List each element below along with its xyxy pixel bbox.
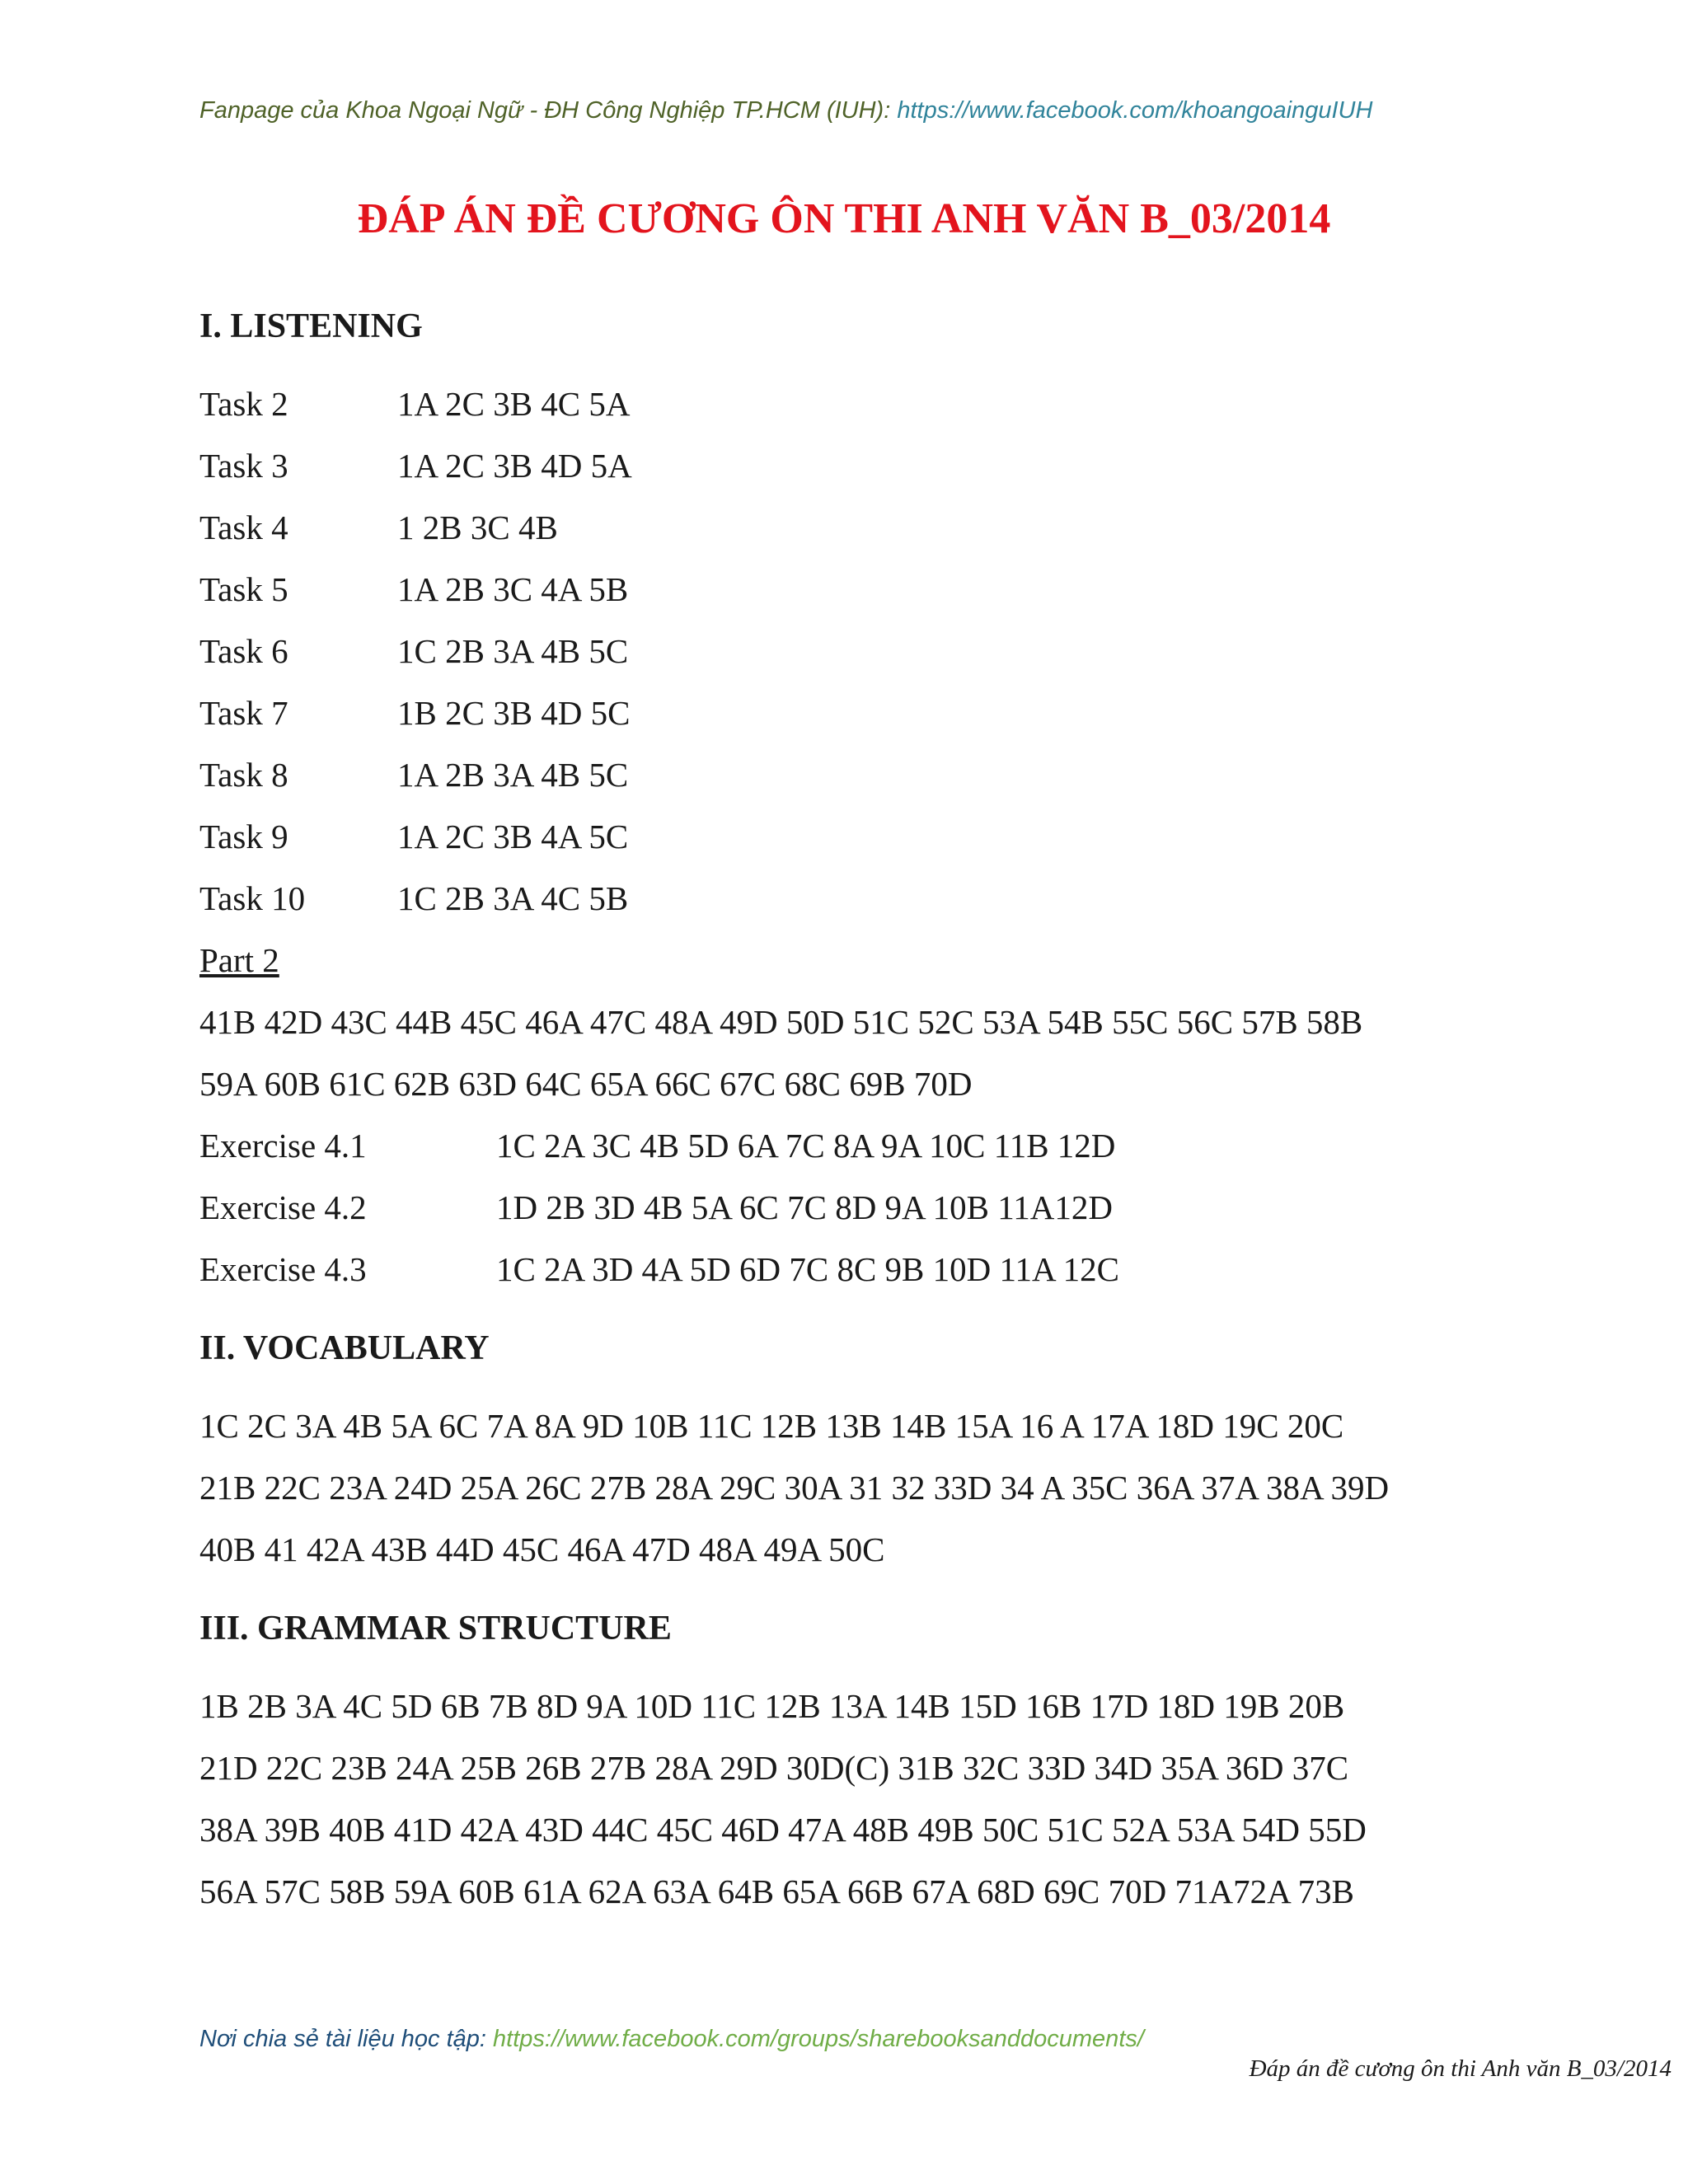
task-label: Task 3 (199, 447, 288, 485)
task-label: Task 10 (199, 879, 306, 917)
task-label: Task 5 (199, 570, 288, 608)
task-answers: 1A 2C 3B 4C 5A (397, 385, 631, 423)
task-answers: 1A 2C 3B 4D 5A (397, 447, 632, 485)
page-footer (199, 2026, 1144, 2053)
vocabulary-answers-line: 40B 41 42A 43B 44D 45C 46A 47D 48A 49A 50C (199, 1530, 885, 1568)
grammar-answers-line: 1B 2B 3A 4C 5D 6B 7B 8D 9A 10D 11C 12B 13A 14B 15D 16B 17D 18D 19B 20B (199, 1687, 1345, 1725)
grammar-answers-line: 21D 22C 23B 24A 25B 26B 27B 28A 29D 30D(C) 31B 32C 33D 34D 35A 36D 37C (199, 1749, 1349, 1787)
page-title: ĐÁP ÁN ĐỀ CƯƠNG ÔN THI ANH VĂN B_03/2014 (357, 195, 1331, 242)
footer-group-link[interactable]: https://www.facebook.com/groups/sharebooksanddocuments/ (493, 2026, 1144, 2052)
page-header (199, 97, 1372, 124)
task-answers: 1B 2C 3B 4D 5C (397, 694, 631, 732)
footer-document-title: Đáp án đề cương ôn thi Anh văn B_03/2014 (1249, 2055, 1672, 2082)
task-answers: 1A 2B 3A 4B 5C (397, 756, 629, 794)
exercise-answers: 1C 2A 3C 4B 5D 6A 7C 8A 9A 10C 11B 12D (496, 1127, 1116, 1165)
task-answers: 1A 2C 3B 4A 5C (397, 818, 629, 855)
task-label: Task 9 (199, 818, 288, 855)
vocabulary-answers-line: 1C 2C 3A 4B 5A 6C 7A 8A 9D 10B 11C 12B 13B 14B 15A 16 A 17A 18D 19C 20C (199, 1407, 1344, 1445)
grammar-heading: III. GRAMMAR STRUCTURE (199, 1610, 672, 1647)
task-answers: 1A 2B 3C 4A 5B (397, 570, 629, 608)
exercise-label: Exercise 4.2 (199, 1188, 367, 1226)
task-label: Task 6 (199, 632, 288, 670)
part2-answers-line: 41B 42D 43C 44B 45C 46A 47C 48A 49D 50D 51C 52C 53A 54B 55C 56C 57B 58B (199, 1003, 1363, 1041)
header-fanpage-link[interactable]: https://www.facebook.com/khoangoainguIUH (897, 97, 1373, 124)
header-text: Fanpage của Khoa Ngoại Ngữ - ĐH Công Nghiệp TP.HCM (IUH): (199, 97, 898, 124)
task-answers: 1C 2B 3A 4C 5B (397, 879, 629, 917)
exercise-answers: 1C 2A 3D 4A 5D 6D 7C 8C 9B 10D 11A 12C (496, 1250, 1119, 1288)
task-label: Task 8 (199, 756, 288, 794)
footer-text: Nơi chia sẻ tài liệu học tập: (199, 2026, 494, 2052)
task-answers: 1C 2B 3A 4B 5C (397, 632, 629, 670)
task-answers: 1 2B 3C 4B (397, 509, 558, 546)
part2-label: Part 2 (199, 941, 279, 979)
exercise-answers: 1D 2B 3D 4B 5A 6C 7C 8D 9A 10B 11A12D (496, 1188, 1113, 1226)
listening-heading: I. LISTENING (199, 307, 423, 345)
grammar-answers-line: 38A 39B 40B 41D 42A 43D 44C 45C 46D 47A 48B 49B 50C 51C 52A 53A 54D 55D (199, 1811, 1367, 1849)
part2-answers-line: 59A 60B 61C 62B 63D 64C 65A 66C 67C 68C 69B 70D (199, 1065, 973, 1103)
vocabulary-answers-line: 21B 22C 23A 24D 25A 26C 27B 28A 29C 30A 31 32 33D 34 A 35C 36A 37A 38A 39D (199, 1469, 1390, 1507)
task-label: Task 7 (199, 694, 288, 732)
exercise-label: Exercise 4.1 (199, 1127, 367, 1165)
task-label: Task 2 (199, 385, 288, 423)
vocabulary-heading: II. VOCABULARY (199, 1329, 490, 1367)
exercise-label: Exercise 4.3 (199, 1250, 367, 1288)
task-label: Task 4 (199, 509, 288, 546)
grammar-answers-line: 56A 57C 58B 59A 60B 61A 62A 63A 64B 65A 66B 67A 68D 69C 70D 71A72A 73B (199, 1872, 1355, 1910)
